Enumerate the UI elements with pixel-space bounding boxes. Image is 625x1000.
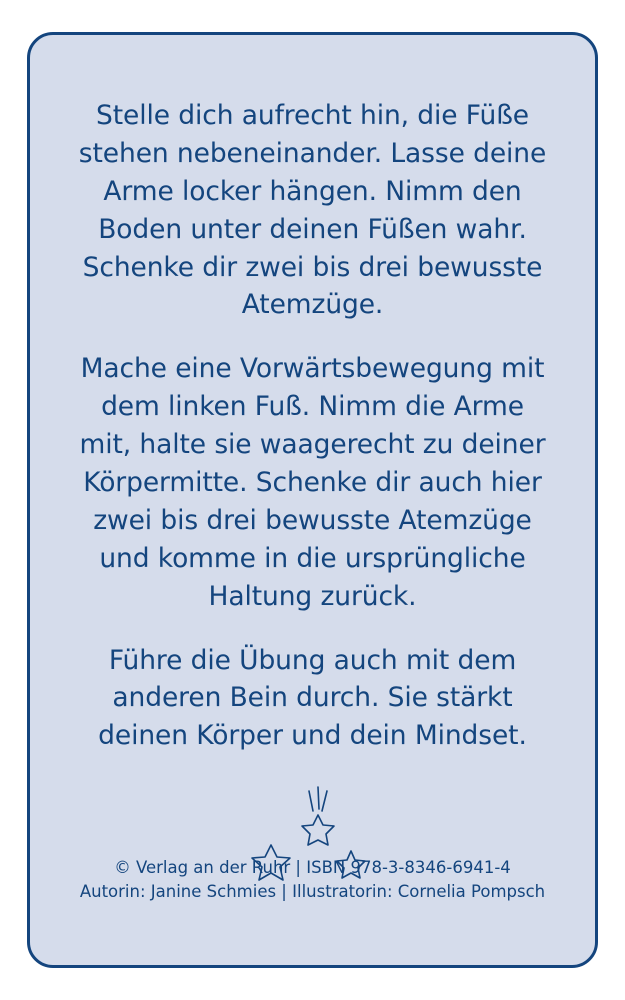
- card-footer: [30, 856, 595, 906]
- instruction-card: [27, 32, 598, 968]
- instruction-paragraph-3: Führe die Übung auch mit dem anderen Bein durch. Sie stärkt deinen Körper und dein Mindset.: [98, 644, 527, 752]
- footer-credits: Autorin: Janine Schmies | Illustratorin: Cornelia Pompsch: [79, 882, 546, 902]
- footer-copyright: © Verlag an der Ruhr | ISBN 978-3-8346-6941-4: [114, 857, 511, 877]
- card-content: [30, 35, 595, 965]
- instruction-paragraph-1: Stelle dich aufrecht hin, die Füße stehen nebeneinander. Lasse deine Arme locker hängen. Nimm den Boden unter deinen Füßen wahr. Schenke dir zwei bis drei bewusste Atemzüge.: [78, 100, 547, 321]
- instruction-paragraph-2: Mache eine Vorwärtsbewegung mit dem linken Fuß. Nimm die Arme mit, halte sie waagerecht zu deiner Körpermitte. Schenke dir auch hier zwei bis drei bewusste Atemzüge und komme in die ursprüngliche Haltung zurück.: [79, 353, 546, 612]
